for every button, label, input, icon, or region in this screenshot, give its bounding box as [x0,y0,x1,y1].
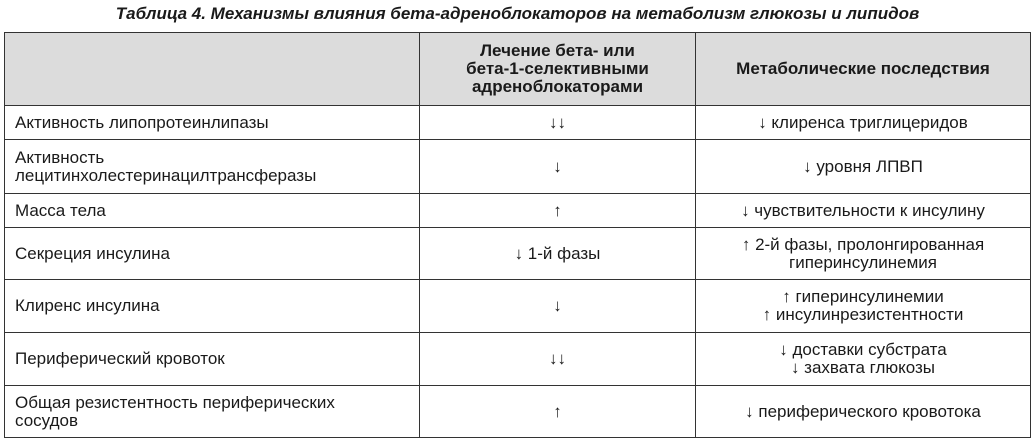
table-row [5,140,1031,194]
consequence-cell [696,386,1031,438]
treatment-cell [420,106,696,140]
factor-cell [5,386,420,438]
cell-line: ↓ клиренса триглицеридов [758,112,968,132]
cell-line: Периферический кровоток [15,349,225,368]
treatment-cell [420,228,696,280]
header-consequence: Метаболические последствия [696,33,1031,106]
table-caption: Таблица 4. Механизмы влияния бета-адреноблокаторов на метаболизм глюкозы и липидов [115,4,920,23]
cell-line: ↓ [553,296,562,315]
cell-line: ↑ 2-й фазы, пролонгированная [741,234,985,254]
table-row [5,386,1031,438]
cell-line: ↑ инсулинрезистентности [762,305,964,324]
consequence-cell [696,140,1031,194]
cell-line: ↑ гиперинсулинемии [782,287,944,306]
consequence-cell [696,106,1031,140]
cell-line: ↓ захвата глюкозы [790,358,936,377]
header-factor [5,33,420,106]
cell-line: ↓↓ [549,112,566,132]
factor-cell [5,194,420,228]
cell-line: Общая резистентность периферических [15,392,335,412]
cell-line: сосудов [15,410,78,430]
cell-line: Активность липопротеинлипазы [15,112,269,132]
treatment-cell [420,386,696,438]
header-row [5,33,1031,106]
cell-line: ↓↓ [549,349,566,368]
treatment-cell [420,194,696,228]
treatment-cell [420,280,696,333]
consequence-cell [696,333,1031,386]
cell-line: Масса тела [15,200,106,220]
header-treatment-line: Лечение бета- или [480,41,635,60]
cell-line: гиперинсулинемия [789,252,937,272]
factor-cell [5,106,420,140]
table-row [5,194,1031,228]
cell-line: ↑ [553,200,562,220]
cell-line: ↑ [553,401,562,421]
factor-cell [5,333,420,386]
consequence-cell [696,194,1031,228]
header-treatment-line: адреноблокаторами [471,77,644,96]
cell-line: ↓ [553,156,562,176]
factor-cell [5,280,420,333]
table-row [5,333,1031,386]
table-row [5,106,1031,140]
cell-line: ↓ 1-й фазы [514,243,601,263]
table-row [5,280,1031,333]
cell-line: ↓ чувствительности к инсулину [741,200,985,220]
cell-line: ↓ периферического кровотока [745,401,981,421]
treatment-cell [420,140,696,194]
consequence-cell [696,280,1031,333]
table-row [5,228,1031,280]
header-treatment-line: бета-1-селективными [466,59,649,78]
treatment-cell [420,333,696,386]
cell-line: Секреция инсулина [15,243,171,263]
factor-cell [5,140,420,194]
cell-line: Активность [15,147,105,167]
cell-line: Клиренс инсулина [15,296,160,315]
cell-line: ↓ доставки субстрата [779,340,947,359]
consequence-cell [696,228,1031,280]
cell-line: ↓ уровня ЛПВП [803,156,923,176]
metabolism-table [4,32,1031,438]
factor-cell [5,228,420,280]
header-treatment [420,33,696,106]
cell-line: лецитинхолестеринацилтрансферазы [15,165,317,185]
